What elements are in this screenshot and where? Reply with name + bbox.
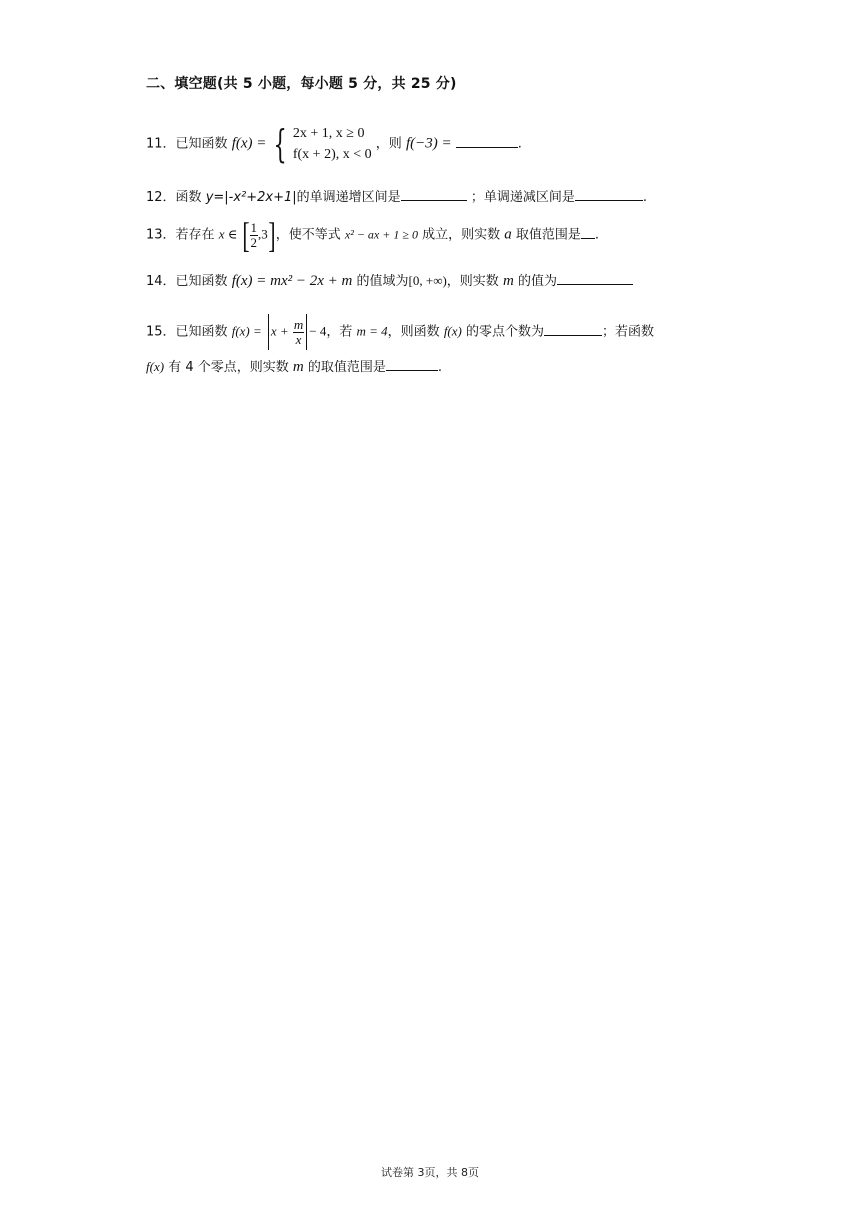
variable-a: a xyxy=(504,226,512,243)
question-lead: 函数 xyxy=(175,190,202,205)
function-start: f(x) = xyxy=(231,323,262,339)
fraction-denominator: 2 xyxy=(250,234,257,250)
question-number: 15． xyxy=(146,324,176,340)
question-lead: 已知函数 xyxy=(175,324,228,340)
question-13 xyxy=(146,217,599,253)
question-separator: ；单调递减区间是 xyxy=(470,190,575,205)
answer-blank[interactable] xyxy=(456,133,518,148)
left-bracket-icon: [ xyxy=(241,215,250,255)
question-text: 的值域为 xyxy=(356,274,409,289)
question-number: 11． xyxy=(146,136,176,152)
absolute-bar-right xyxy=(306,314,307,350)
question-end: . xyxy=(437,360,443,375)
question-11 xyxy=(146,123,522,165)
fraction xyxy=(250,221,259,250)
question-text: 的单调递增区间是 xyxy=(296,190,401,205)
function-end: − 4 xyxy=(309,323,327,339)
answer-blank-decreasing[interactable] xyxy=(575,186,643,201)
range-value: [0, +∞) xyxy=(408,273,447,288)
question-text-2: ，则实数 xyxy=(446,274,499,289)
inequality: x² − ax + 1 ≥ 0 xyxy=(344,227,418,242)
abs-x: x + xyxy=(270,323,289,339)
question-text-3: 取值范围是 xyxy=(515,227,581,243)
question-15 xyxy=(146,314,654,350)
answer-blank[interactable] xyxy=(557,270,633,285)
set-end: ,3 xyxy=(258,226,268,242)
case-1: 2x + 1, x ≥ 0 xyxy=(292,126,365,141)
question-lead: 已知函数 xyxy=(175,136,228,152)
answer-blank-m-range[interactable] xyxy=(386,356,438,371)
question-text: 有 4 个零点，则实数 xyxy=(168,360,289,375)
question-text: ，则 xyxy=(375,136,402,152)
question-text-2: 的取值范围是 xyxy=(307,360,386,375)
function-name: f(x) xyxy=(443,323,462,339)
fraction xyxy=(293,318,304,347)
function-definition: f(x) = xyxy=(231,135,267,152)
function-name: f(x) xyxy=(146,359,165,374)
question-12 xyxy=(146,186,647,208)
question-end: . xyxy=(517,136,522,152)
case-2: f(x + 2), x < 0 xyxy=(292,147,372,162)
variable-m: m xyxy=(502,273,514,289)
piecewise-cases xyxy=(293,123,372,165)
question-end: . xyxy=(594,227,600,243)
question-ask: f(−3) = xyxy=(405,135,452,152)
question-text: ，使不等式 xyxy=(275,227,341,243)
question-lead: 若存在 xyxy=(175,227,215,243)
answer-blank[interactable] xyxy=(581,224,595,239)
variable-m: m xyxy=(292,359,304,375)
right-bracket-icon: ] xyxy=(268,215,276,255)
question-lead: 已知函数 xyxy=(175,274,228,289)
question-text-3: 的零点个数为 xyxy=(466,324,545,340)
question-text: ，若 xyxy=(326,324,353,340)
fraction-numerator: 1 xyxy=(250,219,257,235)
question-text-2: ，则函数 xyxy=(387,324,440,340)
question-text-2: 成立，则实数 xyxy=(422,227,501,243)
function-expression: y=|-x²+2x+1| xyxy=(205,190,297,205)
answer-blank-zero-count[interactable] xyxy=(544,321,602,336)
question-end: . xyxy=(642,190,647,205)
absolute-bar-left xyxy=(268,314,269,350)
fraction-numerator: m xyxy=(293,316,304,332)
page-footer: 试卷第 3页，共 8页 xyxy=(381,1166,479,1179)
brace-icon: { xyxy=(272,122,287,166)
question-number: 12． xyxy=(146,190,176,205)
function-definition: f(x) = mx² − 2x + m xyxy=(231,273,353,289)
section-heading: 二、填空题(共 5 小题，每小题 5 分，共 25 分) xyxy=(146,76,457,92)
question-text-4: ；若函数 xyxy=(602,324,655,340)
question-text-3: 的值为 xyxy=(517,274,557,289)
question-number: 13． xyxy=(146,227,176,243)
set-variable: x ∈ xyxy=(218,226,238,242)
fraction-denominator: x xyxy=(295,331,302,347)
condition: m = 4 xyxy=(356,323,388,339)
question-number: 14． xyxy=(146,274,176,289)
question-15-line-2 xyxy=(146,356,442,378)
question-14 xyxy=(146,270,633,292)
answer-blank-increasing[interactable] xyxy=(401,186,467,201)
